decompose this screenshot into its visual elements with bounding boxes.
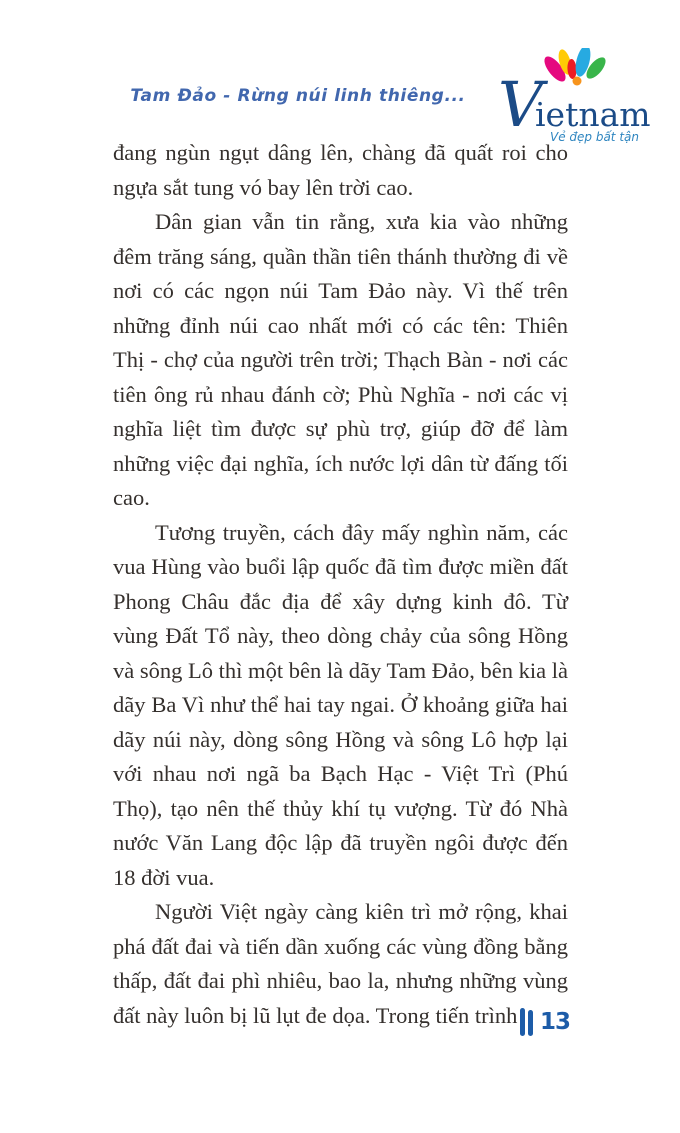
logo-tagline: Vẻ đẹp bất tận [550, 130, 639, 144]
page-number-bars-icon [520, 1008, 533, 1036]
vietnam-tourism-logo [498, 48, 656, 144]
running-header-title: Tam Đảo - Rừng núi linh thiêng... [130, 86, 466, 106]
page-number: 13 [539, 1009, 570, 1035]
lotus-petals-icon [541, 48, 609, 86]
bar-icon [528, 1010, 533, 1036]
logo-letter-v: V [498, 68, 543, 141]
body-text [113, 136, 568, 1033]
paragraph: Tương truyền, cách đây mấy nghìn năm, các vua Hùng vào buổi lập quốc đã tìm được miền đất Phong Châu đắc địa để xây dựng kinh đô. Từ vùng Đất Tổ này, theo dòng chảy của sông Hồng và sông Lô thì một bên là dãy Tam Đảo, bên kia là dãy Ba Vì như thể hai tay ngai. Ở khoảng giữa hai dãy núi này, dòng sông Hồng và sông Lô hợp lại với nhau nơi ngã ba Bạch Hạc - Việt Trì (Phú Thọ), tạo nên thế thủy khí tụ vượng. Từ đó Nhà nước Văn Lang độc lập đã truyền ngôi được đến 18 đời vua. [113, 519, 568, 890]
logo-wordmark: ietnam [535, 95, 651, 134]
paragraph: Người Việt ngày càng kiên trì mở rộng, khai phá đất đai và tiến dần xuống các vùng đồng bằng thấp, đất đai phì nhiêu, bao la, nhưng những vùng đất này luôn bị lũ lụt đe dọa. Trong tiến trình [113, 899, 568, 1028]
paragraph-continuation: đang ngùn ngụt dâng lên, chàng đã quất roi cho ngựa sắt tung vó bay lên trời cao. [113, 140, 568, 200]
petal-orange-bud [573, 77, 582, 86]
vietnam-logo-graphic [498, 48, 656, 144]
bar-icon [520, 1008, 525, 1036]
page-footer [520, 1008, 570, 1036]
paragraph: Dân gian vẫn tin rằng, xưa kia vào những đêm trăng sáng, quần thần tiên thánh thường đi về nơi có các ngọn núi Tam Đảo này. Vì thế trên những đỉnh núi cao nhất mới có các tên: Thiên Thị - chợ của người trên trời; Thạch Bàn - nơi các tiên ông rủ nhau đánh cờ; Phù Nghĩa - nơi các vị nghĩa liệt tìm được sự phù trợ, giúp đỡ để làm những việc đại nghĩa, ích nước lợi dân từ đấng tối cao. [113, 209, 568, 510]
